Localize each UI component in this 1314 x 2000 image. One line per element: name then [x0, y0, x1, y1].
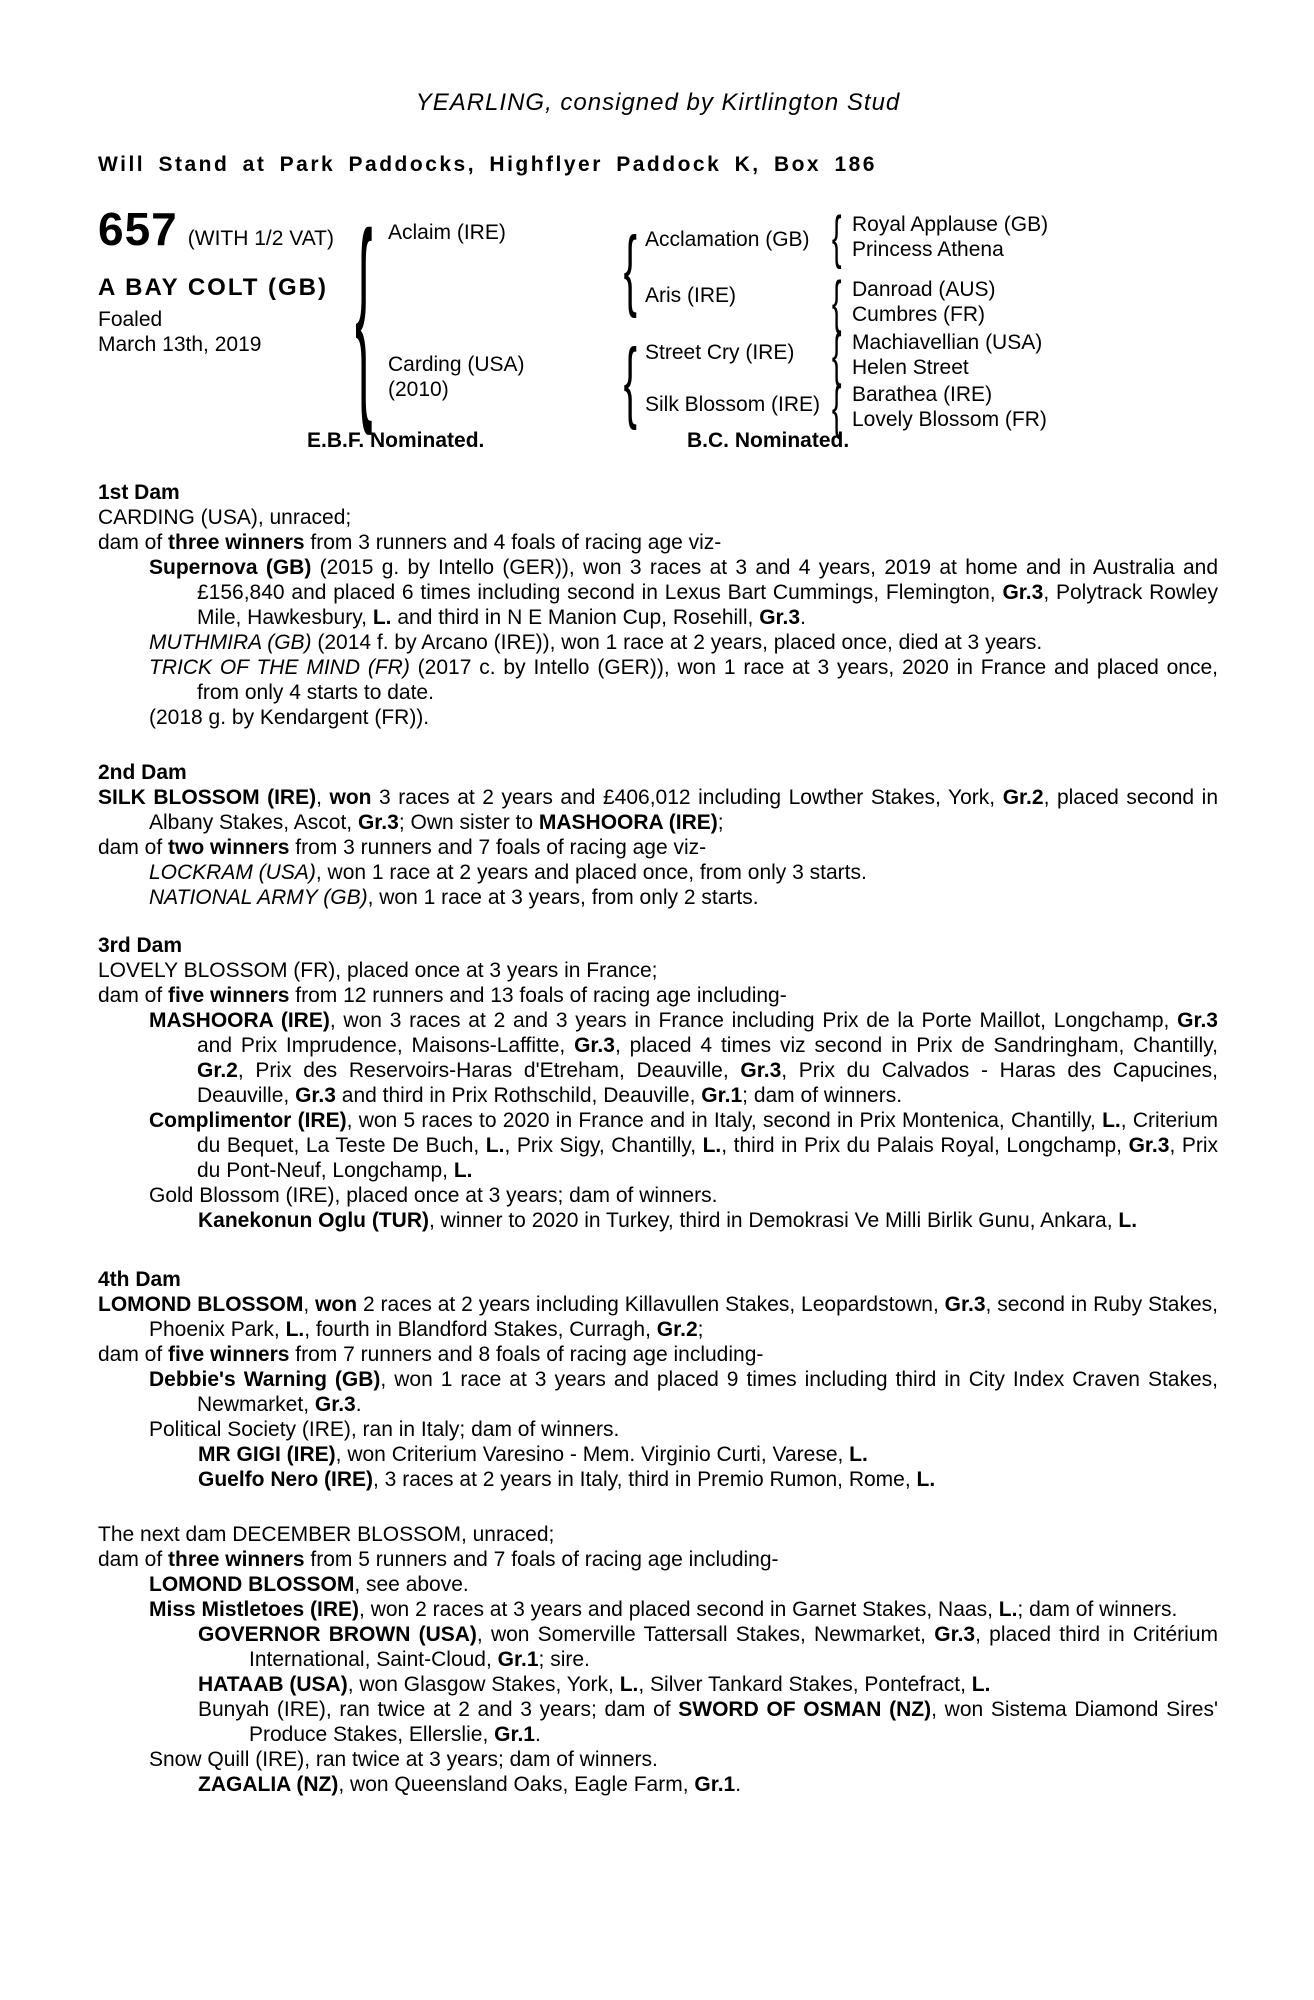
pedigree-paragraph: dam of two winners from 3 runners and 7 foals of racing age viz- — [98, 836, 707, 859]
text-run: GOVERNOR BROWN (USA) — [198, 1623, 477, 1646]
text-run: MASHOORA (IRE) — [149, 1009, 330, 1032]
ebf-nominated: E.B.F. Nominated. — [307, 429, 485, 452]
dam-section — [98, 933, 1218, 1233]
text-run: three winners — [168, 531, 305, 554]
pedigree-paragraph: MR GIGI (IRE), won Criterium Varesino - Mem. Virginio Curti, Varese, L. — [198, 1443, 868, 1466]
text-run: won — [329, 786, 372, 809]
text-run: L. — [1102, 1109, 1121, 1132]
text-run: Gr.2 — [197, 1059, 238, 1082]
pedigree-paragraph: Complimentor (IRE), won 5 races to 2020 in France and in Italy, second in Prix Montenica, Chantilly, L., Criterium du Bequet, La Teste De Buch, L., Prix Sigy, Chantilly, L., third in Prix du Palais Royal, Longchamp, Gr.3, Prix du Pont-Neuf, Longchamp, L. — [149, 1109, 1219, 1182]
pedigree-paragraph: Kanekonun Oglu (TUR), winner to 2020 in Turkey, third in Demokrasi Ve Milli Birlik Gunu, Ankara, L. — [198, 1209, 1138, 1232]
text-run: Kanekonun Oglu (TUR) — [198, 1209, 429, 1232]
stand-location-line: Will Stand at Park Paddocks, Highflyer Paddock K, Box 186 — [98, 153, 877, 176]
granddam-1: Aris (IRE) — [645, 284, 736, 307]
text-run: MR GIGI (IRE) — [198, 1443, 336, 1466]
lot-row — [98, 205, 334, 253]
text-run: L. — [998, 1598, 1018, 1621]
great-grandparent-2: Princess Athena — [852, 238, 1004, 261]
dam-section — [98, 760, 1218, 910]
text-run: HATAAB (USA) — [198, 1673, 348, 1696]
text-run: Gr.3 — [1002, 581, 1044, 604]
text-run: LOMOND BLOSSOM — [149, 1573, 355, 1596]
grandsire-1: Acclamation (GB) — [645, 228, 810, 251]
text-run: two winners — [168, 836, 290, 859]
text-run: Gr.1 — [701, 1084, 743, 1107]
great-grandparent-7: Barathea (IRE) — [852, 383, 993, 406]
pedigree-paragraph: HATAAB (USA), won Glasgow Stakes, York, L., Silver Tankard Stakes, Pontefract, L. — [198, 1673, 991, 1696]
section-heading: 4th Dam — [98, 1268, 181, 1291]
text-run: LOMOND BLOSSOM — [98, 1293, 304, 1316]
great-grandparent-8: Lovely Blossom (FR) — [852, 408, 1047, 431]
pedigree-paragraph: SILK BLOSSOM (IRE), won 3 races at 2 years and £406,012 including Lowther Stakes, York, Gr.2, placed second in Albany Stakes, Ascot, Gr.3; Own sister to MASHOORA (IRE); — [98, 786, 1218, 834]
text-run: MUTHMIRA (GB) — [149, 631, 312, 654]
text-run: L. — [619, 1673, 639, 1696]
text-run: L. — [971, 1673, 991, 1696]
pedigree-paragraph: dam of three winners from 3 runners and 4 foals of racing age viz- — [98, 531, 722, 554]
text-run: Debbie's Warning (GB) — [149, 1368, 381, 1391]
pedigree-brace-dam: { — [623, 330, 637, 430]
pedigree-paragraph: The next dam DECEMBER BLOSSOM, unraced; — [98, 1523, 555, 1546]
pedigree-paragraph: dam of five winners from 7 runners and 8 foals of racing age including- — [98, 1343, 764, 1366]
lot-number: 657 — [98, 203, 178, 255]
text-run: Gr.3 — [740, 1059, 782, 1082]
great-grandparent-3: Danroad (AUS) — [852, 278, 996, 301]
pedigree-paragraph: LOMOND BLOSSOM, see above. — [149, 1573, 469, 1596]
text-run: L. — [453, 1159, 473, 1182]
granddam-2: Silk Blossom (IRE) — [645, 393, 821, 416]
text-run: Gr.3 — [314, 1393, 356, 1416]
pedigree-paragraph: NATIONAL ARMY (GB), won 1 race at 3 years, from only 2 starts. — [149, 886, 759, 909]
pedigree-brace-ggp3: { — [832, 322, 842, 388]
text-run: Gr.3 — [934, 1623, 976, 1646]
dam-section — [98, 1267, 1218, 1492]
bc-nominated: B.C. Nominated. — [687, 429, 850, 452]
text-run: won — [315, 1293, 358, 1316]
text-run: five winners — [168, 984, 290, 1007]
text-run: Gr.3 — [1177, 1009, 1218, 1032]
text-run: SWORD OF OSMAN (NZ) — [678, 1698, 932, 1721]
pedigree-paragraph: TRICK OF THE MIND (FR) (2017 c. by Intello (GER)), won 1 race at 3 years, 2020 in France and placed once, from only 4 starts to date. — [149, 656, 1218, 704]
pedigree-brace-sire: { — [623, 218, 637, 318]
text-run: Gr.3 — [574, 1034, 615, 1057]
text-run: Gr.1 — [494, 1723, 535, 1746]
text-run: L. — [285, 1318, 305, 1341]
text-run: SILK BLOSSOM (IRE) — [98, 786, 317, 809]
pedigree-paragraph: CARDING (USA), unraced; — [98, 506, 352, 529]
pedigree-paragraph: GOVERNOR BROWN (USA), won Somerville Tattersall Stakes, Newmarket, Gr.3, placed third in Critérium International, Saint-Cloud, Gr.1; sire. — [198, 1623, 1219, 1671]
text-run: L. — [372, 606, 392, 629]
pedigree-paragraph: Snow Quill (IRE), ran twice at 3 years; dam of winners. — [149, 1748, 658, 1771]
text-run: Supernova (GB) — [149, 556, 312, 579]
section-heading: 2nd Dam — [98, 761, 187, 784]
text-run: L. — [702, 1134, 722, 1157]
lot-vat-note: (WITH 1/2 VAT) — [187, 227, 334, 250]
text-run: Gr.3 — [944, 1293, 986, 1316]
text-run: Gr.3 — [357, 811, 399, 834]
great-grandparent-4: Cumbres (FR) — [852, 303, 986, 326]
pedigree-paragraph: Debbie's Warning (GB), won 1 race at 3 years and placed 9 times including third in City Index Craven Stakes, Newmarket, Gr.3. — [149, 1368, 1218, 1416]
foaled-label: Foaled — [98, 308, 163, 331]
pedigree-paragraph: Miss Mistletoes (IRE), won 2 races at 3 years and placed second in Garnet Stakes, Naas, L.; dam of winners. — [149, 1598, 1178, 1621]
text-run: Complimentor (IRE) — [149, 1109, 347, 1132]
page-title: YEARLING, consigned by Kirtlington Stud — [415, 89, 901, 116]
section-heading: 3rd Dam — [98, 934, 183, 957]
text-run: LOCKRAM (USA) — [149, 861, 316, 884]
pedigree-brace-ggp1: { — [832, 204, 842, 270]
great-grandparent-5: Machiavellian (USA) — [852, 331, 1043, 354]
text-run: L. — [1118, 1209, 1138, 1232]
pedigree-paragraph: Political Society (IRE), ran in Italy; dam of winners. — [149, 1418, 620, 1441]
text-run: Gr.2 — [1002, 786, 1044, 809]
pedigree-paragraph: Guelfo Nero (IRE), 3 races at 2 years in Italy, third in Premio Rumon, Rome, L. — [198, 1468, 936, 1491]
text-run: Gr.2 — [656, 1318, 698, 1341]
text-run: Gr.1 — [497, 1648, 539, 1671]
text-run: five winners — [168, 1343, 290, 1366]
pedigree-details — [98, 480, 1218, 1797]
horse-description: A BAY COLT (GB) — [98, 274, 329, 301]
great-grandparent-1: Royal Applause (GB) — [852, 213, 1049, 236]
text-run: TRICK OF THE MIND (FR) — [149, 656, 410, 679]
text-run: L. — [849, 1443, 868, 1466]
text-run: Gr.3 — [1128, 1134, 1170, 1157]
pedigree-brace-main: { — [355, 188, 373, 438]
text-run: L. — [916, 1468, 936, 1491]
text-run: Guelfo Nero (IRE) — [198, 1468, 374, 1491]
great-grandparent-6: Helen Street — [852, 356, 969, 379]
pedigree-paragraph: LOCKRAM (USA), won 1 race at 2 years and placed once, from only 3 starts. — [149, 861, 867, 884]
sire-name: Aclaim (IRE) — [388, 221, 506, 244]
pedigree-paragraph: LOVELY BLOSSOM (FR), placed once at 3 years in France; — [98, 959, 658, 982]
dam-year: (2010) — [388, 378, 449, 401]
pedigree-paragraph: Supernova (GB) (2015 g. by Intello (GER)), won 3 races at 3 and 4 years, 2019 at home and in Australia and £156,840 and placed 6 times including second in Lexus Bart Cummings, Flemington, Gr.3, Polytrack Rowley Mile, Hawkesbury, L. and third in N E Manion Cup, Rosehill, Gr.3. — [149, 556, 1218, 629]
pedigree-paragraph: dam of three winners from 5 runners and 7 foals of racing age including- — [98, 1548, 779, 1571]
pedigree-paragraph: ZAGALIA (NZ), won Queensland Oaks, Eagle Farm, Gr.1. — [198, 1773, 742, 1796]
dam-section — [98, 480, 1218, 730]
text-run: three winners — [168, 1548, 305, 1571]
pedigree-paragraph: MUTHMIRA (GB) (2014 f. by Arcano (IRE)), won 1 race at 2 years, placed once, died at 3 years. — [149, 631, 1043, 654]
dam-name: Carding (USA) — [388, 353, 525, 376]
section-heading: 1st Dam — [98, 481, 180, 504]
pedigree-brace-ggp4: { — [832, 374, 842, 440]
text-run: Gr.1 — [694, 1773, 736, 1796]
text-run: NATIONAL ARMY (GB) — [149, 886, 368, 909]
pedigree-paragraph: Bunyah (IRE), ran twice at 2 and 3 years; dam of SWORD OF OSMAN (NZ), won Sistema Diamond Sires' Produce Stakes, Ellerslie, Gr.1. — [198, 1698, 1219, 1746]
text-run: MASHOORA (IRE) — [538, 811, 718, 834]
dam-section — [98, 1522, 1218, 1797]
text-run: Miss Mistletoes (IRE) — [149, 1598, 360, 1621]
text-run: Gr.3 — [759, 606, 801, 629]
foaled-date: March 13th, 2019 — [98, 333, 262, 356]
grandsire-2: Street Cry (IRE) — [645, 341, 795, 364]
pedigree-brace-ggp2: { — [832, 269, 842, 335]
pedigree-paragraph: LOMOND BLOSSOM, won 2 races at 2 years including Killavullen Stakes, Leopardstown, Gr.3, second in Ruby Stakes, Phoenix Park, L., fourth in Blandford Stakes, Curragh, Gr.2; — [98, 1293, 1219, 1341]
pedigree-paragraph: Gold Blossom (IRE), placed once at 3 years; dam of winners. — [149, 1184, 718, 1207]
pedigree-block — [98, 188, 1218, 480]
text-run: ZAGALIA (NZ) — [198, 1773, 339, 1796]
pedigree-paragraph: MASHOORA (IRE), won 3 races at 2 and 3 years in France including Prix de la Porte Maillot, Longchamp, Gr.3 and Prix Imprudence, Maisons-Laffitte, Gr.3, placed 4 times viz second in Prix de Sandringham, Chantilly, Gr.2, Prix des Reservoirs-Haras d'Etreham, Deauville, Gr.3, Prix du Calvados - Haras des Capucines, Deauville, Gr.3 and third in Prix Rothschild, Deauville, Gr.1; dam of winners. — [149, 1009, 1218, 1107]
text-run: L. — [485, 1134, 505, 1157]
pedigree-paragraph: dam of five winners from 12 runners and 13 foals of racing age including- — [98, 984, 787, 1007]
pedigree-paragraph: (2018 g. by Kendargent (FR)). — [149, 706, 430, 729]
text-run: Gr.3 — [295, 1084, 336, 1107]
